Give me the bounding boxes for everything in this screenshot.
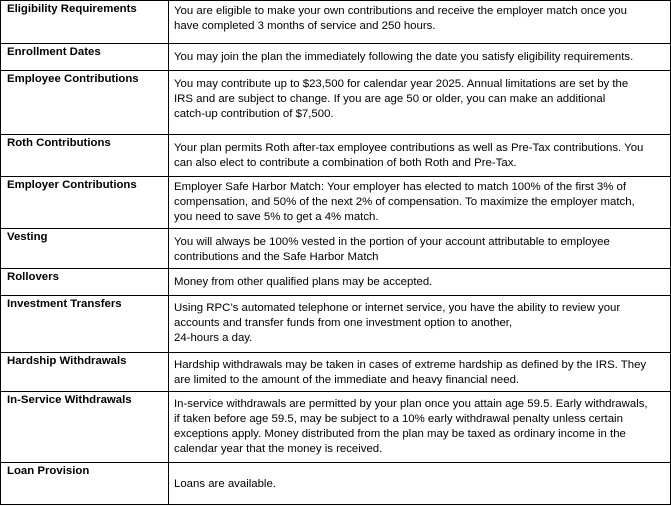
- description-line: You may join the plan the immediately following the date you satisfy eligibility requirements.: [174, 51, 634, 63]
- row-investment-transfers: [1, 296, 671, 353]
- row-enrollment-dates: [1, 44, 671, 71]
- description-line: Employer Safe Harbor Match: Your employer has elected to match 100% of the first 3% of: [174, 181, 627, 193]
- row-label: Investment Transfers: [1, 296, 169, 353]
- row-description: [169, 44, 671, 71]
- row-employer-contributions: [1, 177, 671, 229]
- row-description: [169, 135, 671, 177]
- row-label: Vesting: [1, 229, 169, 269]
- row-roth-contributions: [1, 135, 671, 177]
- description-line: You are eligible to make your own contributions and receive the employer match once you: [174, 5, 627, 17]
- description-line: calendar year that the money is received.: [174, 443, 383, 455]
- row-description: [169, 269, 671, 296]
- row-label: Roth Contributions: [1, 135, 169, 177]
- description-line: if taken before age 59.5, may be subject to a 10% early withdrawal penalty unless certain: [174, 413, 623, 425]
- description-line: You will always be 100% vested in the portion of your account attributable to employee: [174, 236, 610, 248]
- row-description: [169, 71, 671, 135]
- row-in-service-withdrawals: [1, 392, 671, 463]
- row-vesting: [1, 229, 671, 269]
- row-label: Employer Contributions: [1, 177, 169, 229]
- description-line: In-service withdrawals are permitted by your plan once you attain age 59.5. Early withdrawals,: [174, 398, 648, 410]
- row-label: In-Service Withdrawals: [1, 392, 169, 463]
- row-hardship-withdrawals: [1, 353, 671, 392]
- description-line: catch-up contribution of $7,500.: [174, 108, 334, 120]
- row-eligibility-requirements: [1, 1, 671, 44]
- description-line: compensation, and 50% of the next 2% of compensation. To maximize the employer match,: [174, 196, 635, 208]
- description-line: contributions and the Safe Harbor Match: [174, 251, 379, 263]
- description-line: can also elect to contribute a combination of both Roth and Pre-Tax.: [174, 157, 517, 169]
- row-label: Enrollment Dates: [1, 44, 169, 71]
- description-line: Hardship withdrawals may be taken in cases of extreme hardship as defined by the IRS. They: [174, 359, 647, 371]
- row-label: Hardship Withdrawals: [1, 353, 169, 392]
- description-line: 24-hours a day.: [174, 332, 253, 344]
- description-line: are limited to the amount of the immediate and heavy financial need.: [174, 374, 520, 386]
- plan-features-body: [1, 1, 671, 505]
- row-description: [169, 1, 671, 44]
- row-loan-provision: [1, 463, 671, 505]
- row-description: [169, 463, 671, 505]
- description-line: Money from other qualified plans may be accepted.: [174, 276, 433, 288]
- description-line: Using RPC’s automated telephone or internet service, you have the ability to review your: [174, 302, 621, 314]
- description-line: You may contribute up to $23,500 for calendar year 2025. Annual limitations are set by the: [174, 78, 629, 90]
- description-line: you need to save 5% to get a 4% match.: [174, 211, 379, 223]
- row-description: [169, 392, 671, 463]
- row-description: [169, 229, 671, 269]
- row-label: Loan Provision: [1, 463, 169, 505]
- description-line: have completed 3 months of service and 250 hours.: [174, 20, 436, 32]
- description-line: IRS and are subject to change. If you are age 50 or older, you can make an additional: [174, 93, 606, 105]
- row-description: [169, 296, 671, 353]
- description-line: accounts and transfer funds from one investment option to another,: [174, 317, 513, 329]
- row-rollovers: [1, 269, 671, 296]
- row-label: Eligibility Requirements: [1, 1, 169, 44]
- row-employee-contributions: [1, 71, 671, 135]
- description-line: Loans are available.: [174, 478, 276, 490]
- row-description: [169, 353, 671, 392]
- row-label: Rollovers: [1, 269, 169, 296]
- row-label: Employee Contributions: [1, 71, 169, 135]
- description-line: Your plan permits Roth after-tax employee contributions as well as Pre-Tax contributions. You: [174, 142, 644, 154]
- row-description: [169, 177, 671, 229]
- description-line: exceptions apply. Money distributed from the plan may be taxed as ordinary income in the: [174, 428, 626, 440]
